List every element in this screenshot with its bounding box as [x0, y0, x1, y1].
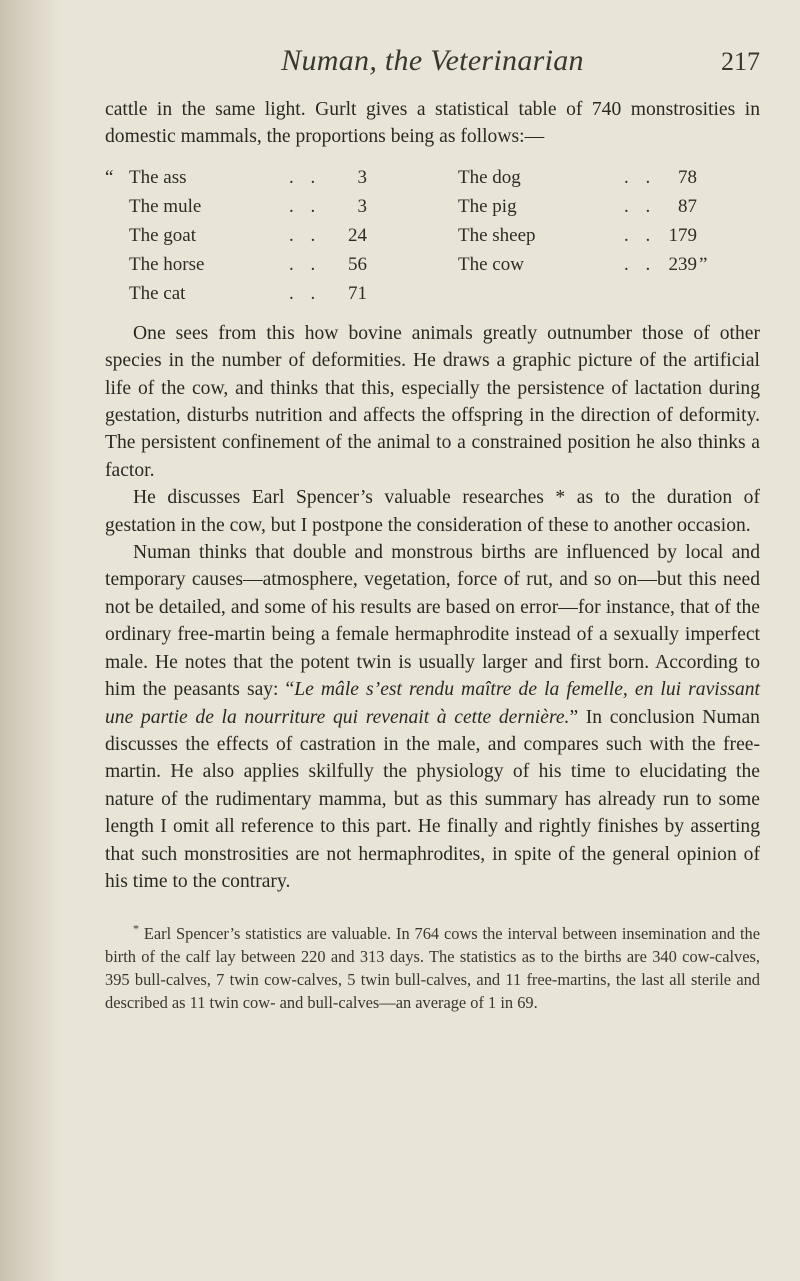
right-animal-name: The dog — [458, 166, 521, 188]
french-quotation: Le mâle s’est rendu maître de la femelle, en lui ravissant une partie de la nourriture qui revenait à cette dernière. — [105, 679, 760, 728]
left-animal-name: The cat — [129, 282, 186, 304]
left-animal-count: 56 — [348, 253, 367, 275]
paragraph-text: ” In conclusion Numan discusses the effects of castration in the male, and compares such with the free-martin. He also applies skilfully the physiology of his time to elucidating the nature of the rudimentary mamma, but as this summary has already run to some length I omit all reference to this part. He finally and rightly finishes by asserting that such monstrosities are not hermaphrodites, in spite of the general opinion of his time to the contrary. — [105, 706, 760, 892]
book-gutter-shadow — [0, 0, 62, 1281]
right-animal-count: 78 — [678, 166, 697, 188]
leader-dots: . . — [289, 253, 322, 275]
leader-dots: . . — [289, 195, 322, 217]
left-animal-count: 3 — [357, 166, 367, 188]
leader-dots: . . — [289, 282, 322, 304]
left-animal-count: 24 — [348, 224, 367, 246]
table-row — [105, 167, 760, 194]
right-animal-count: 239 — [668, 253, 697, 275]
monstrosity-table — [105, 155, 760, 320]
body-paragraph: He discusses Earl Spencer’s valuable researches * as to the duration of gestation in the cow, but I postpone the consideration of these to another occasion. — [105, 487, 760, 536]
table-row — [105, 196, 760, 223]
intro-paragraph: cattle in the same light. Gurlt gives a statistical table of 740 monstrosities in domestic mammals, the proportions being as follows:— — [105, 99, 760, 148]
footnote-marker: * — [133, 921, 139, 936]
right-animal-count: 179 — [668, 224, 697, 246]
left-animal-name: The horse — [129, 253, 205, 275]
footnote — [105, 923, 760, 1014]
open-quote: “ — [105, 166, 114, 188]
leader-dots: . . — [624, 195, 657, 217]
right-animal-count: 87 — [678, 195, 697, 217]
running-head — [105, 0, 760, 96]
left-animal-name: The mule — [129, 195, 202, 217]
leader-dots: . . — [624, 253, 657, 275]
footnote-text: Earl Spencer’s statistics are valuable. In 764 cows the interval between insemination and the birth of the calf lay between 220 and 313 days. The statistics as to the births are 340 cow-calves, 395 bull-calves, 7 twin cow-calves, 5 twin bull-calves, and 11 free-martins, the last all sterile and described as 11 twin cow- and bull-calves—an average of 1 in 69. — [105, 924, 760, 1012]
body-paragraph — [105, 539, 760, 895]
leader-dots: . . — [289, 166, 322, 188]
close-quote: ” — [699, 253, 708, 275]
leader-dots: . . — [624, 166, 657, 188]
left-animal-count: 71 — [348, 282, 367, 304]
paragraph-text: Numan thinks that double and monstrous births are influenced by local and temporary causes—atmosphere, vegetation, force of rut, and so on—but this need not be detailed, and some of his results are based on error—for instance, that of the ordinary free-martin being a female hermaphrodite instead of a sexually imperfect male. He notes that the potent twin is usually larger and first born. According to him the peasants say: “ — [105, 542, 760, 701]
book-page — [105, 0, 760, 1015]
left-animal-count: 3 — [357, 195, 367, 217]
body-paragraph: One sees from this how bovine animals greatly outnumber those of other species in the number of deformities. He draws a graphic picture of the artificial life of the cow, and thinks that this, especially the persistence of lactation during gestation, disturbs nutrition and affects the offspring in the direction of deformity. The persistent confinement of the animal to a constrained position he also thinks a factor. — [105, 322, 760, 481]
running-title: Numan, the Veterinarian — [281, 44, 584, 77]
right-animal-name: The sheep — [458, 224, 536, 246]
right-animal-name: The cow — [458, 253, 524, 275]
table-row — [105, 254, 760, 281]
left-animal-name: The goat — [129, 224, 197, 246]
right-animal-name: The pig — [458, 195, 517, 217]
left-animal-name: The ass — [129, 166, 187, 188]
table-row — [105, 283, 760, 310]
table-row — [105, 225, 760, 252]
page-number: 217 — [721, 47, 760, 76]
leader-dots: . . — [289, 224, 322, 246]
leader-dots: . . — [624, 224, 657, 246]
